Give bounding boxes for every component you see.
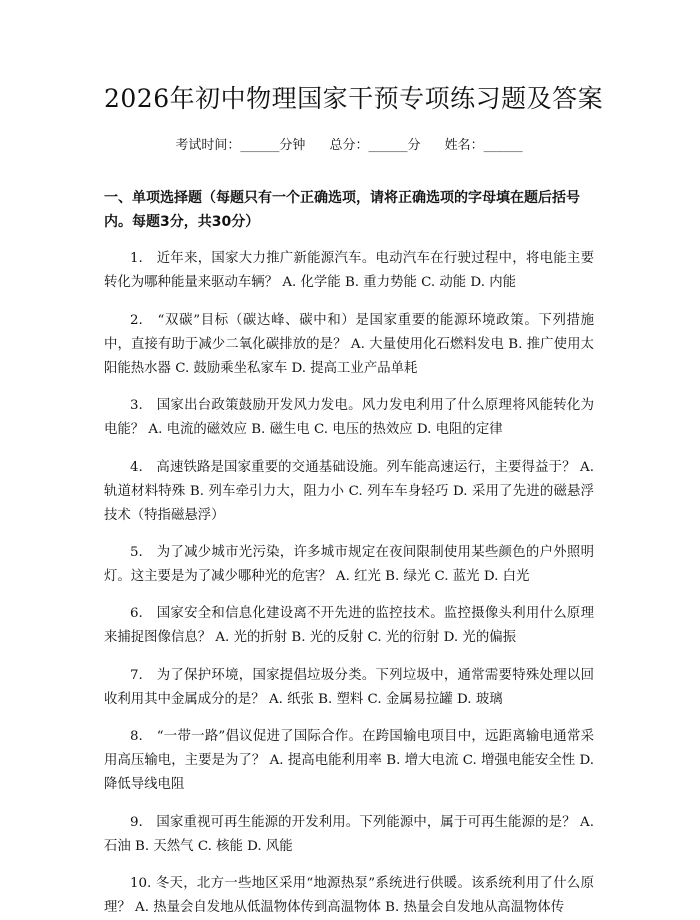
question-item: 8. “一带一路”倡议促进了国际合作。在跨国输电项目中，远距离输电通常采用高压输电，主要是为了？ A. 提高电能利用率 B. 增大电流 C. 增强电能安全性 D. 降低导线电阻 [104,729,594,793]
question-item: 2. “双碳”目标（碳达峰、碳中和）是国家重要的能源环境政策。下列措施中，直接有助于减少二氧化碳排放的是？ A. 大量使用化石燃料发电 B. 推广使用太阳能热水器 C. 鼓励乘坐私家车 D. 提高工业产品单耗 [104,312,594,376]
question-list [104,247,594,920]
question-item: 3. 国家出台政策鼓励开发风力发电。风力发电利用了什么原理将风能转化为电能？ A. 电流的磁效应 B. 磁生电 C. 电压的热效应 D. 电阻的定律 [104,398,594,438]
page-title: 2026年初中物理国家干预专项练习题及答案 [104,84,604,113]
question-item: 7. 为了保护环境，国家提倡垃圾分类。下列垃圾中，通常需要特殊处理以回收利用其中金属成分的是？ A. 纸张 B. 塑料 C. 金属易拉罐 D. 玻璃 [104,667,594,707]
total-score-field: 总分：______分 [329,138,421,153]
question-item: 6. 国家安全和信息化建设离不开先进的监控技术。监控摄像头利用什么原理来捕捉图像信息？ A. 光的折射 B. 光的反射 C. 光的衍射 D. 光的偏振 [104,606,594,646]
question-item: 5. 为了减少城市光污染，许多城市规定在夜间限制使用某些颜色的户外照明灯。这主要是为了减少哪种光的危害？ A. 红光 B. 绿光 C. 蓝光 D. 白光 [104,544,594,584]
section-heading: 一、单项选择题（每题只有一个正确选项，请将正确选项的字母填在题后括号内。每题3分，共30分） [104,190,580,230]
student-name-field: 姓名：______ [444,138,523,153]
question-item: 9. 国家重视可再生能源的开发利用。下列能源中，属于可再生能源的是？ A. 石油 B. 天然气 C. 核能 D. 风能 [104,814,594,854]
exam-time-field: 考试时间：______分钟 [175,138,306,153]
question-item: 4. 高速铁路是国家重要的交通基础设施。列车能高速运行，主要得益于？ A. 轨道材料特殊 B. 列车牵引力大，阻力小 C. 列车车身轻巧 D. 采用了先进的磁悬浮技术（特指磁悬浮） [104,459,594,523]
question-item: 10. 冬天，北方一些地区采用“地源热泵”系统进行供暖。该系统利用了什么原理？ A. 热量会自发地从低温物体传到高温物体 B. 热量会自发地从高温物体传 [104,875,594,915]
question-item: 1. 近年来，国家大力推广新能源汽车。电动汽车在行驶过程中，将电能主要转化为哪种能量来驱动车辆？ A. 化学能 B. 重力势能 C. 动能 D. 内能 [104,251,594,291]
exam-info-line [104,136,594,156]
